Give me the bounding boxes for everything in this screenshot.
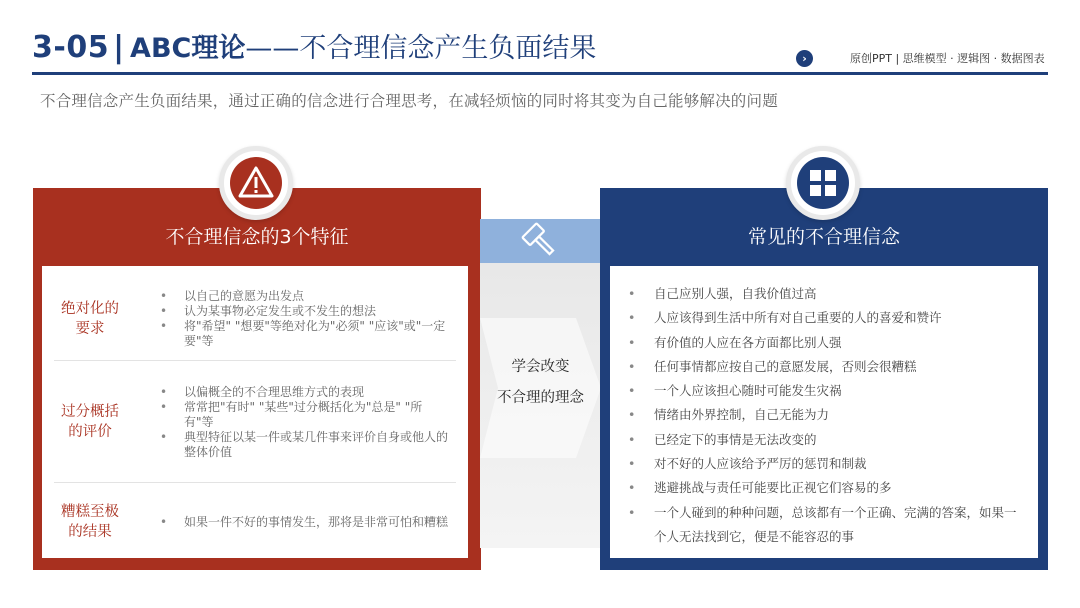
title-separator: | [113, 30, 125, 65]
left-badge [219, 146, 293, 220]
right-panel-title: 常见的不合理信念 [747, 226, 900, 248]
list-item: • 自己应别人强，自我价值过高 [628, 282, 1024, 306]
list-item: • 人应该得到生活中所有对自己重要的人的喜爱和赞许 [628, 306, 1024, 330]
bullet-item: • 认为某事物必定发生或不发生的想法 [160, 304, 450, 319]
bullet-item: • 常常把"有时" "某些"过分概括化为"总是" "所有"等 [160, 400, 450, 430]
list-item: • 一个人碰到的种种问题，总该都有一个正确、完满的答案，如果一个人无法找到它，便是不能容忍的事 [628, 501, 1024, 549]
middle-caption: 学会改变 不合理的理念 [497, 359, 584, 406]
row-divider [54, 482, 456, 483]
page-subtitle: 不合理信念产生负面结果，通过正确的信念进行合理思考，在减轻烦恼的同时将其变为自己能够解决的问题 [40, 92, 778, 110]
grid-four-squares-icon [797, 157, 849, 209]
feature-row-overgeneralize [42, 374, 468, 470]
feature-bullets [138, 289, 468, 349]
bullet-item: • 以自己的意愿为出发点 [160, 289, 450, 304]
right-card [610, 266, 1038, 558]
warning-triangle-icon [230, 157, 282, 209]
belief-list [628, 282, 1024, 549]
middle-header [480, 219, 601, 263]
page-title [32, 26, 596, 70]
feature-bullets [138, 515, 468, 530]
list-item: • 任何事情都应按自己的意愿发展，否则会很糟糕 [628, 355, 1024, 379]
bullet-item: • 典型特征以某一件或某几件事来评价自身或他人的整体价值 [160, 430, 450, 460]
hammer-icon [480, 219, 601, 263]
section-code: 3-05 [32, 30, 110, 65]
title-sub: 不合理信念产生负面结果 [299, 33, 597, 64]
list-item: • 对不好的人应该给予严厉的惩罚和制裁 [628, 452, 1024, 476]
bullet-item: • 以偏概全的不合理思维方式的表现 [160, 385, 450, 400]
left-card [42, 266, 468, 558]
header-divider [32, 72, 1048, 75]
bullet-item: • 将"希望" "想要"等绝对化为"必须" "应该"或"一定要"等 [160, 319, 450, 349]
title-dash: —— [245, 33, 300, 64]
feature-row-catastrophe [42, 494, 468, 550]
list-item: • 有价值的人应在各方面都比别人强 [628, 331, 1024, 355]
row-divider [54, 360, 456, 361]
chevron-right-icon[interactable]: › [796, 50, 813, 67]
feature-label: 绝对化的 要求 [61, 301, 119, 337]
list-item: • 情绪由外界控制，自己无能为力 [628, 403, 1024, 427]
header-tagline: 原创PPT | 思维模型 · 逻辑图 · 数据图表 [850, 52, 1045, 65]
list-item: • 一个人应该担心随时可能发生灾祸 [628, 379, 1024, 403]
list-item: • 已经定下的事情是无法改变的 [628, 428, 1024, 452]
bullet-item: • 如果一件不好的事情发生，那将是非常可怕和糟糕 [160, 515, 450, 530]
right-badge [786, 146, 860, 220]
left-panel-title: 不合理信念的3个特征 [165, 226, 349, 248]
title-main: ABC理论 [130, 33, 246, 64]
list-item: • 逃避挑战与责任可能要比正视它们容易的多 [628, 476, 1024, 500]
feature-label: 过分概括 的评价 [61, 404, 119, 440]
feature-bullets [138, 385, 468, 460]
feature-row-absolute [42, 274, 468, 364]
feature-label: 糟糕至极 的结果 [61, 504, 119, 540]
